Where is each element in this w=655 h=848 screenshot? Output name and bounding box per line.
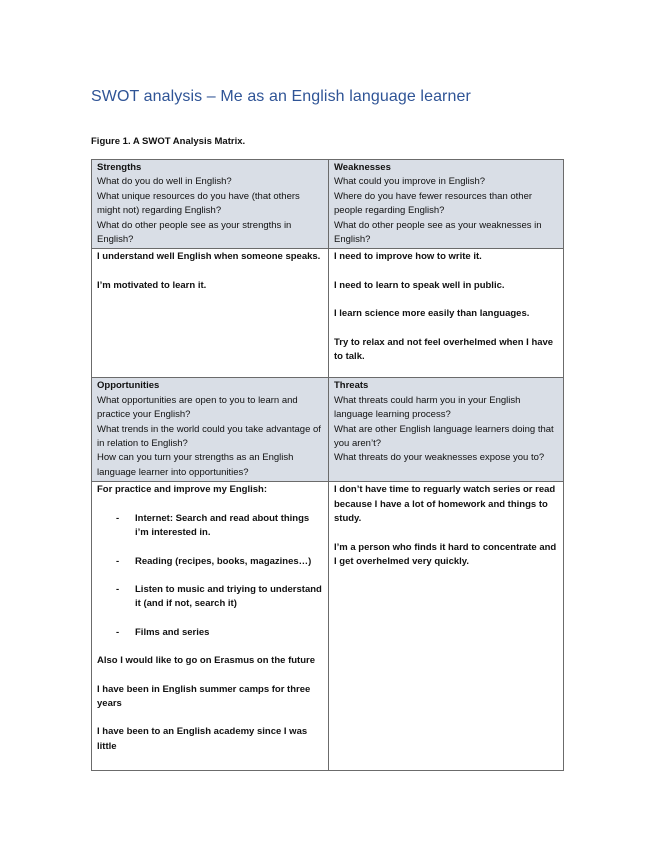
swot-answer-row-bottom — [92, 482, 564, 771]
weaknesses-question: What could you improve in English? — [334, 176, 486, 188]
swot-answer-row-top — [92, 249, 564, 378]
list-item-text: Internet: Search and read about things i’m interested in. — [135, 512, 310, 539]
list-item-text: Listen to music and triying to understand it (and if not, search it) — [135, 583, 322, 610]
strengths-answer: I understand well English when someone speaks. — [97, 251, 321, 263]
weaknesses-answer: I need to improve how to write it. — [334, 251, 482, 263]
dash-bullet-icon: - — [116, 512, 120, 524]
weaknesses-heading: Weaknesses — [334, 162, 391, 173]
threats-question: What are other English language learners doing that you aren’t? — [334, 423, 554, 450]
threats-question: What threats do your weaknesses expose you to? — [334, 452, 545, 464]
weaknesses-question: What do other people see as your weaknesses in English? — [334, 219, 542, 246]
opportunities-intro: For practice and improve my English: — [97, 484, 267, 496]
threats-answer: I don’t have time to reguarly watch series or read because I have a lot of homework and things to study. — [334, 484, 556, 525]
list-item — [97, 512, 323, 541]
weaknesses-answer-cell — [329, 249, 564, 378]
opportunities-question: What trends in the world could you take advantage of in relation to English? — [97, 423, 321, 450]
opportunities-answer: I have been in English summer camps for three years — [97, 683, 311, 709]
strengths-question: What do you do well in English? — [97, 176, 232, 188]
dash-bullet-icon: - — [116, 583, 120, 595]
strengths-header-cell — [92, 160, 329, 249]
strengths-heading: Strengths — [97, 162, 142, 173]
weaknesses-answer: I learn science more easily than languages. — [334, 308, 530, 320]
swot-header-row-top — [92, 160, 564, 249]
list-item — [97, 626, 323, 640]
strengths-question: What do other people see as your strengths in English? — [97, 219, 292, 246]
strengths-question: What unique resources do you have (that others might not) regarding English? — [97, 190, 300, 217]
strengths-answer-cell — [92, 249, 329, 378]
dash-bullet-icon: - — [116, 626, 120, 638]
weaknesses-question: Where do you have fewer resources than other people regarding English? — [334, 190, 533, 217]
figure-caption: Figure 1. A SWOT Analysis Matrix. — [91, 136, 246, 147]
opportunities-heading: Opportunities — [97, 380, 160, 392]
opportunities-question: How can you turn your strengths as an English language learner into opportunities? — [97, 452, 294, 478]
dash-bullet-icon: - — [116, 555, 120, 567]
list-item-text: Films and series — [135, 626, 210, 638]
threats-answer-cell — [329, 482, 564, 771]
opportunities-bullet-list — [97, 512, 323, 640]
strengths-answer: I’m motivated to learn it. — [97, 279, 207, 291]
swot-header-row-bottom — [92, 378, 564, 482]
weaknesses-answer: I need to learn to speak well in public. — [334, 279, 505, 291]
opportunities-question: What opportunities are open to you to learn and practice your English? — [97, 394, 298, 421]
opportunities-answer-cell — [92, 482, 329, 771]
weaknesses-header-cell — [329, 160, 564, 249]
opportunities-answer: I have been to an English academy since I was little — [97, 726, 308, 752]
list-item-text: Reading (recipes, books, magazines…) — [135, 555, 312, 567]
opportunities-header-cell — [92, 378, 329, 482]
threats-answer: I’m a person who finds it hard to concentrate and I get overhelmed very quickly. — [334, 541, 557, 567]
weaknesses-answer: Try to relax and not feel overhelmed when I have to talk. — [334, 336, 554, 363]
list-item — [97, 583, 323, 612]
threats-header-cell — [329, 378, 564, 482]
document-title: SWOT analysis – Me as an English language learner — [91, 88, 471, 105]
swot-matrix — [91, 159, 564, 771]
opportunities-answer: Also I would like to go on Erasmus on the future — [97, 655, 315, 667]
threats-heading: Threats — [334, 380, 369, 392]
list-item — [97, 555, 323, 569]
threats-question: What threats could harm you in your English language learning process? — [334, 394, 521, 421]
